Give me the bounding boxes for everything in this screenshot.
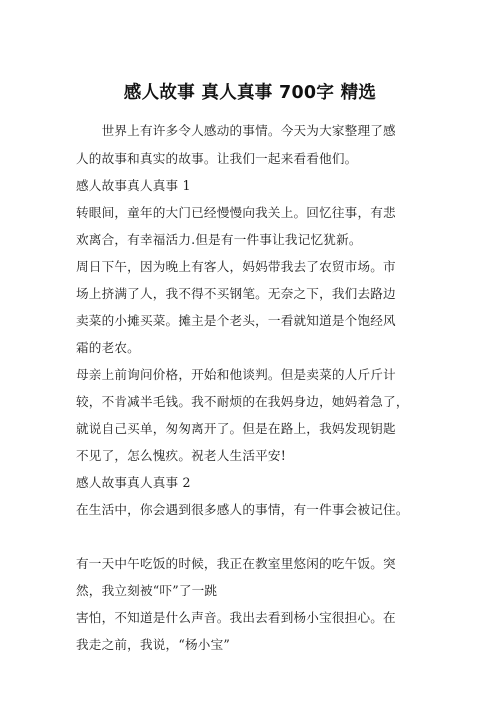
body-line: 场上挤满了人，我不得不买钢笔。无奈之下，我们去路边	[76, 286, 396, 301]
body-line: 不见了，怎么愧疚。祝老人生活平安!	[76, 448, 286, 463]
body-line: 人的故事和真实的故事。让我们一起来看看他们。	[76, 151, 358, 166]
body-line: 在生活中，你会遇到很多感人的事情，有一件事会被记住。	[76, 502, 409, 517]
section-heading: 感人故事真人真事 2	[76, 475, 191, 490]
body-line: 卖菜的小摊买菜。摊主是个老头，一看就知道是个饱经风	[76, 313, 396, 328]
body-line: 母亲上前询问价格，开始和他谈判。但是卖菜的人斤斤计	[76, 367, 396, 382]
body-line: 转眼间，童年的大门已经慢慢向我关上。回忆往事，有悲	[76, 205, 396, 220]
body-line: 有一天中午吃饭的时候，我正在教室里悠闲的吃午饭。突	[76, 556, 396, 571]
body-line: 世界上有许多令人感动的事情。今天为大家整理了感	[76, 123, 396, 138]
section-heading: 感人故事真人真事 1	[76, 178, 191, 193]
body-line: 霜的老农。	[76, 340, 140, 355]
document-title: 感人故事 真人真事 700字 精选	[123, 83, 377, 103]
body-line: 然，我立刻被“吓”了一跳	[76, 583, 218, 598]
body-line: 就说自己买单，匆匆离开了。但是在路上，我妈发现钥匙	[76, 421, 396, 436]
body-line: 害怕，不知道是什么声音。我出去看到杨小宝很担心。在	[76, 610, 396, 625]
body-line: 我走之前，我说，“杨小宝”	[76, 637, 231, 652]
body-line: 欢离合，有幸福活力.但是有一件事让我记忆犹新。	[76, 232, 362, 247]
body-line: 较，不肯减半毛钱。我不耐烦的在我妈身边，她妈着急了，	[76, 394, 409, 409]
body-line: 周日下午，因为晚上有客人，妈妈带我去了农贸市场。市	[76, 259, 396, 274]
